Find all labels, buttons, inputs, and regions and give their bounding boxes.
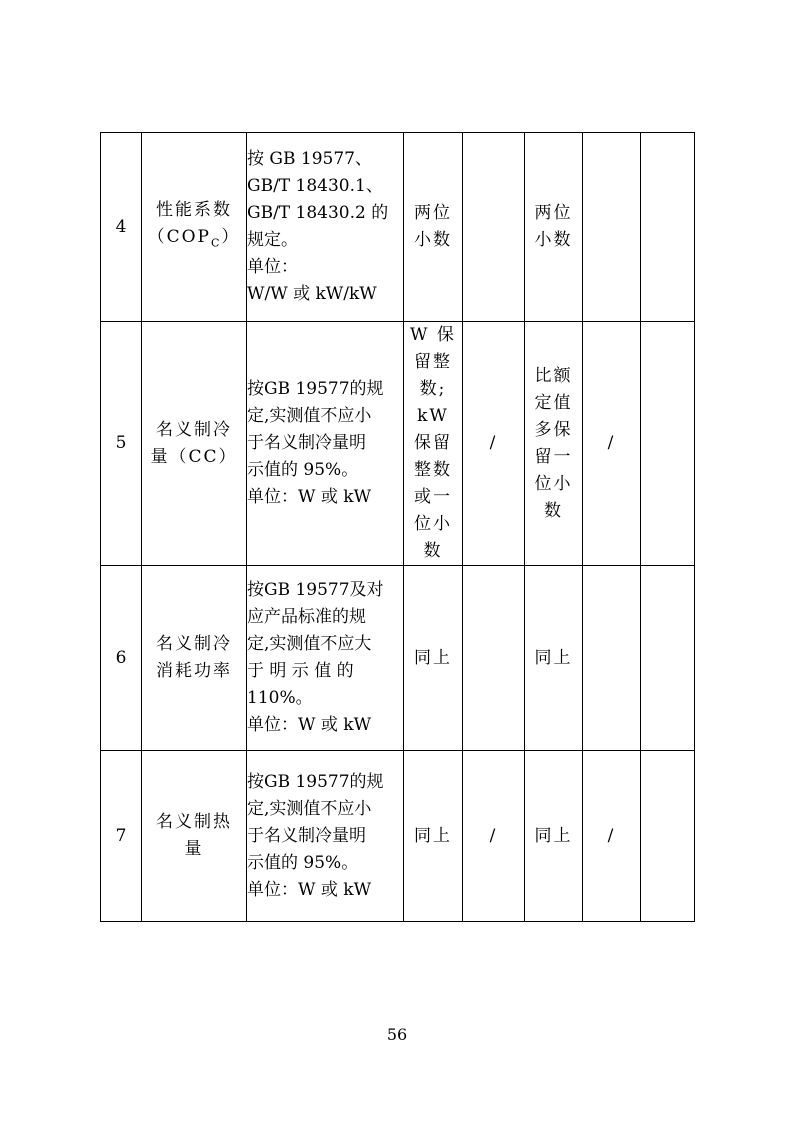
rounding-rule-cell-line: 小数	[414, 230, 452, 250]
empty-cell	[641, 133, 695, 322]
empty-cell	[641, 751, 695, 922]
item-name-line: $(COP_C)$	[147, 227, 241, 250]
rounding-rule-cell-line: 定值	[534, 392, 573, 413]
rounding-rule-cell	[525, 751, 583, 922]
rounding-rule-cell	[404, 566, 463, 751]
slash-cell	[463, 322, 525, 566]
table-row	[101, 751, 695, 922]
item-name	[142, 751, 247, 922]
rounding-rule-cell	[404, 751, 463, 922]
item-name-line: 量	[184, 839, 204, 859]
requirement-text-line: W/W 或 kW/kW	[247, 284, 377, 304]
requirement-text-line: 规定。	[247, 230, 298, 250]
item-name-line: 性能系数	[156, 200, 232, 221]
requirement-text-line: 示值的 95%。	[247, 460, 359, 480]
rounding-rule-cell-line: kW	[417, 406, 449, 426]
rounding-rule-cell-line: 保留	[414, 433, 452, 453]
item-name-line: 量（CC）	[150, 446, 238, 467]
rounding-rule-cell-line: 位小	[414, 514, 452, 534]
item-name-line: 名义制热	[156, 812, 232, 832]
requirement-text-line: 定,实测值不应小	[247, 406, 372, 426]
rounding-rule-cell-line: 留一	[534, 446, 573, 467]
spec-table	[100, 132, 695, 922]
rounding-rule-cell-line: 同上	[414, 825, 452, 846]
requirement-text-line: 定,实测值不应小	[247, 798, 372, 819]
rounding-rule-cell	[525, 322, 583, 566]
slash-cell	[463, 751, 525, 922]
item-name	[142, 322, 247, 566]
requirement-text-line: 按GB 19577及对	[247, 580, 384, 600]
requirement-text-line: 于名义制冷量明	[247, 433, 366, 453]
requirement-text-line: 单位：	[247, 257, 298, 277]
item-name	[142, 133, 247, 322]
requirement-text	[247, 322, 404, 566]
table-row	[101, 566, 695, 751]
item-name-line: 消耗功率	[156, 661, 232, 681]
requirement-text-line: 于名义制冷量明	[247, 825, 366, 846]
rounding-rule-cell-line: 比额	[534, 365, 573, 386]
rounding-rule-cell-line: 两位	[414, 203, 452, 223]
rounding-rule-cell-line: 小数	[534, 230, 573, 250]
row-number: 5	[101, 322, 142, 566]
requirement-text-line: 单位：W 或 kW	[247, 487, 372, 507]
table-body	[101, 133, 695, 922]
rounding-rule-cell-line: 位小	[534, 473, 573, 494]
slash-cell	[583, 751, 641, 922]
rounding-rule-cell-line: 整数	[414, 460, 452, 480]
rounding-rule-cell-line: 数	[544, 500, 563, 521]
slash-cell	[463, 566, 525, 751]
slash-cell	[583, 566, 641, 751]
slash-cell-line: /	[607, 825, 616, 846]
item-name-line: 名义制冷	[156, 419, 232, 440]
slash-cell	[583, 133, 641, 322]
slash-cell-line: /	[489, 825, 498, 846]
requirement-text-line: 单位：W 或 kW	[247, 715, 372, 735]
item-name	[142, 566, 247, 751]
rounding-rule-cell-line: 同上	[534, 647, 573, 668]
rounding-rule-cell-line: 同上	[414, 647, 452, 668]
requirement-text-line: 按 GB 19577、	[247, 149, 372, 169]
rounding-rule-cell-line: 留整	[414, 352, 452, 372]
rounding-rule-cell	[404, 322, 463, 566]
row-number: 6	[101, 566, 142, 751]
rounding-rule-cell-line: 数;	[419, 379, 447, 399]
table-row	[101, 133, 695, 322]
slash-cell-line: /	[489, 433, 498, 453]
requirement-text-line: GB/T 18430.1、	[247, 176, 383, 196]
requirement-text-line: 于 明 示 值 的	[247, 661, 354, 681]
requirement-text	[247, 751, 404, 922]
rounding-rule-cell	[404, 133, 463, 322]
row-number: 4	[101, 133, 142, 322]
rounding-rule-cell	[525, 133, 583, 322]
rounding-rule-cell-line: 同上	[534, 825, 573, 846]
rounding-rule-cell-line: 两位	[534, 203, 573, 223]
rounding-rule-cell-line: 数	[423, 541, 443, 561]
page-number: 56	[386, 1025, 408, 1044]
requirement-text-line: 定,实测值不应大	[247, 634, 372, 654]
requirement-text-line: 按GB 19577的规	[247, 379, 384, 399]
slash-cell-line: /	[607, 433, 616, 453]
requirement-text	[247, 133, 404, 322]
rounding-rule-cell-line: 或一	[414, 487, 452, 507]
rounding-rule-cell-line: W 保	[410, 325, 456, 345]
row-number: 7	[101, 751, 142, 922]
empty-cell	[641, 566, 695, 751]
empty-cell	[641, 322, 695, 566]
requirement-text-line: GB/T 18430.2 的	[247, 203, 389, 223]
table-row	[101, 322, 695, 566]
rounding-rule-cell-line: 多保	[534, 419, 573, 440]
rounding-rule-cell	[525, 566, 583, 751]
requirement-text-line: 按GB 19577的规	[247, 771, 384, 792]
requirement-text-line: 应产品标准的规	[247, 607, 366, 627]
item-name-line: 名义制冷	[156, 634, 232, 654]
requirement-text-line: 110%。	[247, 688, 313, 708]
slash-cell	[583, 322, 641, 566]
requirement-text	[247, 566, 404, 751]
requirement-text-line: 示值的 95%。	[247, 852, 359, 873]
slash-cell	[463, 133, 525, 322]
requirement-text-line: 单位：W 或 kW	[247, 879, 372, 900]
